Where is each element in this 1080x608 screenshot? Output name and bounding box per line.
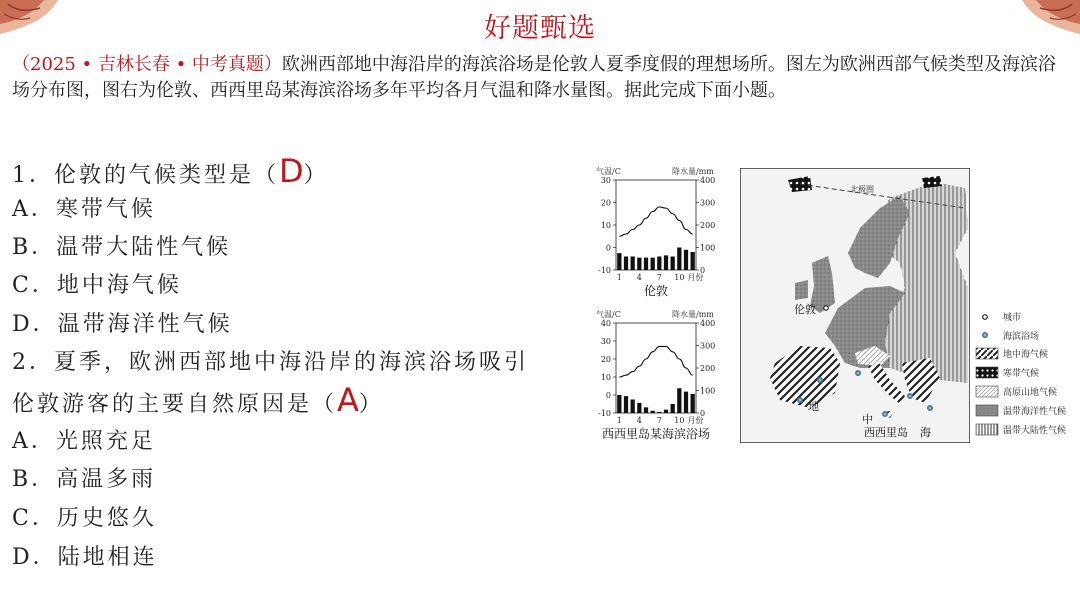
precipitation-bar — [684, 250, 688, 270]
precipitation-bar — [657, 412, 661, 413]
q1-option-b: B．温带大陆性气候 — [12, 235, 232, 260]
precipitation-bar — [657, 257, 661, 271]
question-1-stem — [12, 152, 329, 190]
y-left-tick-label: 20 — [600, 355, 611, 364]
legend-continental: 温带大陆性气候 — [1003, 426, 1067, 436]
arctic-circle-label: 北极圈 — [850, 185, 874, 194]
y-axis-right-label: 降水量/mm — [672, 310, 714, 319]
precipitation-bar — [684, 392, 688, 413]
y-axis-left-label: 气温/C — [596, 167, 621, 176]
y-right-tick-label: 100 — [700, 386, 716, 396]
legend-mediterranean: 地中海气候 — [1003, 350, 1049, 360]
precipitation-bar — [644, 258, 648, 270]
precipitation-bar — [664, 255, 668, 270]
map-legend — [975, 308, 1080, 443]
question-2-close: ） — [358, 392, 384, 417]
y-right-tick-label: 100 — [700, 243, 716, 253]
page-title: 好题甄选 — [484, 13, 596, 44]
precipitation-bar — [637, 403, 641, 413]
precipitation-bar — [644, 407, 648, 413]
y-left-tick-label: 20 — [600, 198, 611, 208]
precipitation-bar — [664, 410, 668, 413]
london-climate-chart — [588, 160, 723, 300]
precipitation-bar — [624, 396, 628, 413]
q2-option-d: D．陆地相连 — [12, 545, 158, 570]
y-right-tick-label: 200 — [700, 221, 716, 230]
y-left-tick-label: 10 — [600, 221, 611, 230]
y-right-tick-label: 200 — [700, 364, 716, 373]
x-tick-label: 10 — [674, 273, 685, 282]
y-right-tick-label: 300 — [700, 198, 716, 208]
q2-option-b: B．高温多雨 — [12, 467, 157, 492]
y-right-tick-label: 400 — [700, 176, 716, 185]
y-left-tick-label: 30 — [600, 337, 611, 346]
y-left-tick-label: -10 — [598, 266, 611, 275]
precipitation-bar — [617, 395, 621, 413]
q2-option-c: C．历史悠久 — [12, 506, 157, 531]
legend-city: 城市 — [1003, 313, 1022, 323]
chart-title: 西西里岛某海滨浴场 — [601, 427, 711, 441]
y-axis-left-label: 气温/C — [596, 310, 621, 319]
y-left-tick-label: 40 — [600, 319, 611, 328]
precipitation-bar — [624, 257, 628, 271]
x-axis-label: 月份 — [687, 416, 704, 425]
precipitation-bar — [677, 248, 681, 271]
intro-text: 欧洲西部地中海沿岸的海滨浴场是伦敦人夏季度假的理想场所。图左为欧洲西部气候类型及海滨浴场分布图，图右为伦敦、西西里岛某海滨浴场多年平均各月气温和降水量图。据此完成下面小题。 — [12, 54, 1056, 101]
precipitation-bar — [631, 400, 635, 414]
london-label: 伦敦 — [794, 303, 816, 316]
y-right-tick-label: 400 — [700, 319, 716, 328]
question-1-answer: D — [279, 152, 304, 190]
precipitation-bar — [671, 257, 675, 271]
chart-title: 伦敦 — [643, 284, 669, 298]
question-1-close: ） — [303, 163, 329, 188]
legend-oceanic: 温带海洋性气候 — [1003, 407, 1067, 417]
precipitation-bar — [691, 252, 695, 270]
q2-option-a: A．光照充足 — [12, 429, 156, 454]
y-right-tick-label: 0 — [700, 409, 706, 418]
y-left-tick-label: 10 — [600, 373, 611, 382]
precipitation-bar — [651, 258, 655, 270]
x-tick-label: 10 — [674, 416, 685, 425]
q1-option-c: C．地中海气候 — [12, 273, 182, 298]
precipitation-bar — [677, 388, 681, 413]
precipitation-bar — [671, 404, 675, 413]
question-2-stem-line1: 2．夏季，欧洲西部地中海沿岸的海滨浴场吸引 — [12, 350, 529, 375]
question-source: （2025 • 吉林长春 • 中考真题） — [12, 54, 282, 75]
y-left-tick-label: -10 — [598, 409, 611, 418]
temperature-line — [619, 207, 692, 236]
y-right-tick-label: 0 — [700, 266, 706, 275]
temperature-line — [619, 346, 692, 377]
x-axis-label: 月份 — [687, 273, 704, 282]
y-left-tick-label: 0 — [605, 391, 611, 400]
sea-label-2: 中 — [862, 413, 873, 426]
x-tick-label: 1 — [616, 273, 622, 282]
y-left-tick-label: 0 — [605, 243, 611, 253]
y-axis-right-label: 降水量/mm — [672, 167, 714, 176]
precipitation-bar — [631, 257, 635, 271]
precipitation-bar — [651, 411, 655, 413]
precipitation-bar — [637, 258, 641, 270]
legend-beach: 海滨浴场 — [1003, 332, 1040, 342]
sea-label-1: 地 — [808, 400, 819, 413]
legend-highland: 高原山地气候 — [1003, 388, 1058, 398]
sicily-label: 西西里岛 — [864, 426, 908, 439]
intro-paragraph — [12, 52, 1072, 104]
precipitation-bar — [617, 253, 621, 270]
y-left-tick-label: 30 — [600, 176, 611, 185]
question-2-stem-line2 — [12, 381, 384, 419]
sea-label-3: 海 — [920, 426, 931, 439]
europe-climate-map — [740, 168, 970, 443]
x-tick-label: 4 — [636, 416, 642, 425]
q1-option-d: D．温带海洋性气候 — [12, 312, 233, 337]
question-1-text: 1．伦敦的气候类型是（ — [12, 163, 279, 188]
question-2-answer: A — [337, 381, 359, 419]
x-tick-label: 1 — [616, 416, 622, 425]
precipitation-bar — [691, 394, 695, 413]
question-2-text: 伦敦游客的主要自然原因是（ — [12, 392, 338, 417]
q1-option-a: A．寒带气候 — [12, 197, 156, 222]
sicily-climate-chart — [588, 305, 723, 450]
x-tick-label: 7 — [656, 273, 662, 282]
y-right-tick-label: 300 — [700, 341, 716, 351]
x-tick-label: 4 — [636, 273, 642, 282]
legend-polar: 寒带气候 — [1003, 369, 1040, 379]
x-tick-label: 7 — [656, 416, 662, 425]
